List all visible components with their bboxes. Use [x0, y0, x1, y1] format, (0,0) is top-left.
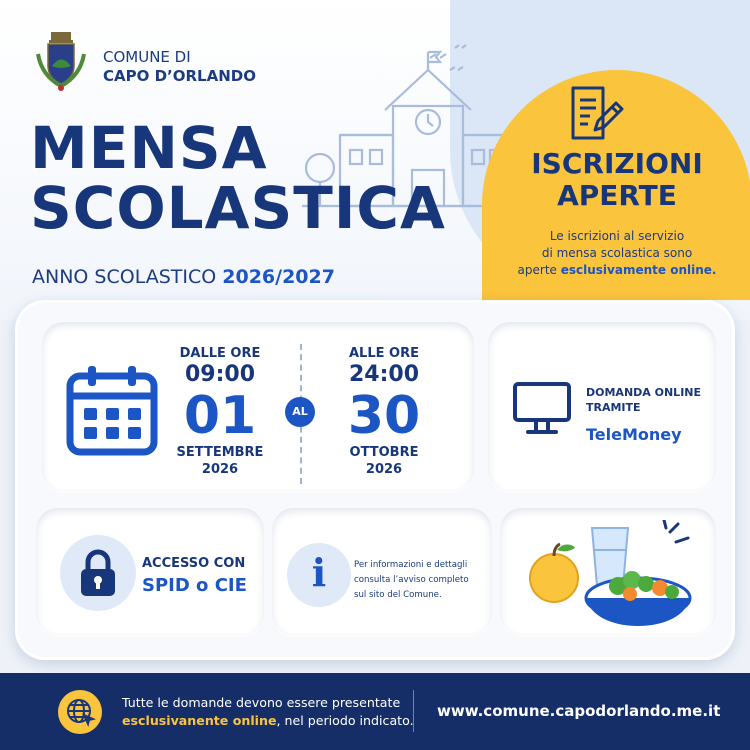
crest-icon	[30, 30, 92, 94]
info-line1: Per informazioni e dettagli	[354, 560, 468, 570]
footer-divider	[413, 690, 414, 732]
footer-line2	[122, 712, 414, 730]
info-text	[354, 558, 489, 603]
enrollment-heading	[492, 148, 742, 212]
info-line2: consulta l’avviso completo	[354, 575, 469, 585]
lock-icon	[78, 548, 118, 598]
school-year	[32, 266, 335, 288]
start-label: DALLE ORE	[179, 346, 261, 361]
online-application-label	[586, 385, 701, 415]
enrollment-text-line3	[492, 262, 742, 279]
school-year-value: 2026/2027	[222, 266, 335, 288]
info-line3: sul sito del Comune.	[354, 590, 442, 600]
end-month: OTTOBRE	[349, 445, 419, 460]
document-pen-icon	[565, 84, 625, 144]
start-time: 09:00	[184, 362, 256, 387]
footer-line1: Tutte le domande devono essere presentate	[122, 695, 401, 710]
municipality-line1: COMUNE DI	[103, 48, 191, 66]
title-line2: SCOLASTICA	[30, 174, 446, 242]
start-day: 01	[183, 386, 257, 446]
school-year-label: ANNO SCOLASTICO	[32, 266, 217, 288]
enrollment-text-highlight: esclusivamente online.	[560, 263, 717, 277]
enrollment-text-line2: di mensa scolastica sono	[541, 246, 693, 260]
end-time: 24:00	[348, 362, 420, 387]
info-icon: i	[311, 550, 327, 595]
date-connector: AL	[285, 397, 315, 427]
start-date	[165, 346, 275, 478]
end-year: 2026	[365, 462, 403, 477]
access-label: ACCESSO CON	[142, 556, 246, 571]
start-year: 2026	[201, 462, 239, 477]
start-month: SETTEMBRE	[176, 445, 264, 460]
enrollment-text-line1: Le iscrizioni al servizio	[549, 229, 685, 243]
page-title	[30, 114, 446, 242]
end-day: 30	[347, 386, 421, 446]
footer-line2-rest: , nel periodo indicato.	[276, 713, 414, 728]
globe-cursor-icon	[64, 696, 96, 728]
platform-name: TeleMoney	[586, 425, 682, 444]
end-date	[329, 346, 439, 478]
food-icon	[520, 520, 700, 630]
footer-highlight: esclusivanente online	[122, 713, 277, 728]
municipality-name	[103, 48, 256, 86]
municipality-line2: CAPO D’ORLANDO	[103, 67, 256, 85]
online-line2: TRAMITE	[586, 401, 641, 414]
footer-note	[122, 694, 414, 730]
enrollment-text-prefix: aperte	[517, 263, 557, 277]
enrollment-description	[492, 228, 742, 279]
monitor-icon	[512, 378, 572, 438]
calendar-icon	[66, 364, 158, 456]
enrollment-heading-line1: ISCRIZIONI	[531, 147, 703, 180]
access-value: SPID o CIE	[142, 575, 247, 596]
website-link[interactable]: www.comune.capodorlando.me.it	[437, 702, 721, 720]
enrollment-heading-line2: APERTE	[557, 179, 677, 212]
end-label: ALLE ORE	[349, 346, 419, 361]
online-line1: DOMANDA ONLINE	[586, 386, 702, 399]
title-line1: MENSA	[30, 114, 268, 182]
